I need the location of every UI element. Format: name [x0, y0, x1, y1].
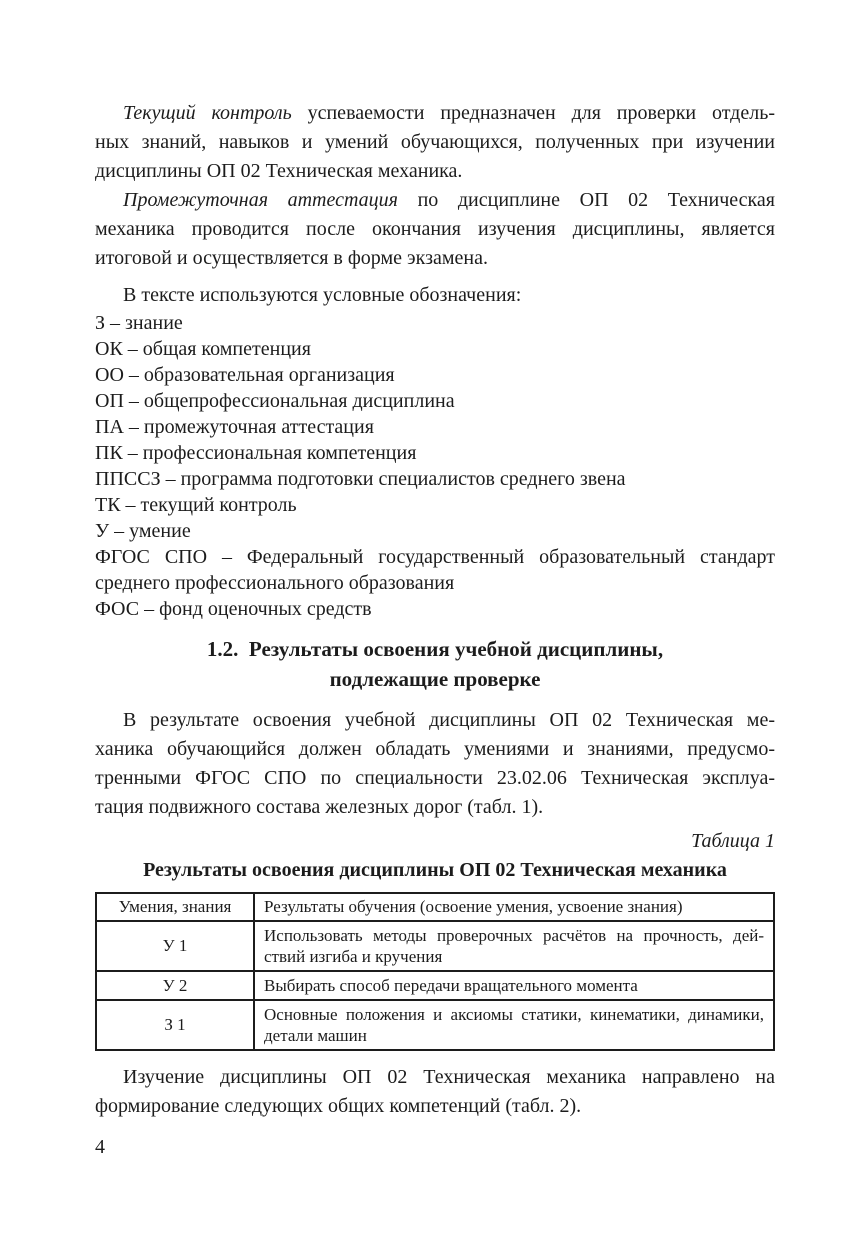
paragraph-line: ханика обучающийся должен обладать умениями и знаниями, предусмо-	[95, 738, 775, 760]
paragraph-line: тация подвижного состава железных дорог (табл. 1).	[95, 796, 544, 818]
table-header-cell: Умения, знания	[96, 893, 254, 921]
abbreviation-item: ОО – образовательная организация	[95, 364, 395, 386]
paragraph-line: ных знаний, навыков и умений обучающихся, полученных при изучении	[95, 131, 775, 153]
abbreviation-item: ТК – текущий контроль	[95, 494, 297, 516]
table-cell-code: У 2	[96, 971, 254, 1000]
abbreviations-intro: В тексте используются условные обозначения:	[123, 284, 522, 306]
table-row	[96, 971, 774, 1000]
abbreviation-item: ПК – профессиональная компетенция	[95, 442, 417, 464]
paragraph-line: формирование следующих общих компетенций (табл. 2).	[95, 1095, 582, 1117]
abbreviation-item: ППССЗ – программа подготовки специалистов среднего звена	[95, 468, 626, 490]
abbreviations-list	[95, 310, 775, 622]
paragraph-discipline-results	[95, 706, 775, 822]
abbreviation-item: ПА – промежуточная аттестация	[95, 416, 374, 438]
paragraph-interim-assessment	[95, 186, 775, 273]
paragraph-line: дисциплины ОП 02 Техническая механика.	[95, 160, 463, 182]
page-number: 4	[95, 1136, 105, 1158]
table-caption: Таблица 1	[691, 830, 775, 852]
section-heading-line: подлежащие проверке	[329, 667, 541, 691]
table-cell-code: У 1	[96, 921, 254, 971]
italic-term: Промежуточная аттестация	[123, 189, 398, 211]
table-cell-line: ствий изгиба и кручения	[264, 947, 443, 966]
section-heading	[95, 634, 775, 694]
table-row	[96, 921, 774, 971]
table-cell-line: Выбирать способ передачи вращательного момента	[264, 976, 638, 995]
paragraph-line	[95, 99, 775, 128]
section-heading-line: 1.2. Результаты освоения учебной дисциплины,	[206, 637, 664, 661]
paragraph-line: тренными ФГОС СПО по специальности 23.02.06 Техническая эксплуа-	[95, 767, 775, 789]
abbreviation-item: ФГОС СПО – Федеральный государственный образовательный стандарт	[95, 546, 775, 568]
abbreviation-item: У – умение	[95, 520, 191, 542]
paragraph-competencies	[95, 1063, 775, 1121]
paragraph-text: успеваемости предназначен для проверки отдель-	[291, 102, 775, 124]
paragraph-text: по дисциплине ОП 02 Техническая	[397, 189, 775, 211]
paragraph-line: механика проводится после окончания изучения дисциплины, является	[95, 218, 775, 240]
table-cell-result	[254, 971, 774, 1000]
paragraph-line: В результате освоения учебной дисциплины ОП 02 Техническая ме-	[123, 709, 775, 731]
paragraph-current-control	[95, 99, 775, 186]
table-cell-result	[254, 1000, 774, 1050]
abbreviation-item: ОК – общая компетенция	[95, 338, 311, 360]
paragraph-line: итоговой и осуществляется в форме экзамена.	[95, 247, 488, 269]
table-cell-line: Основные положения и аксиомы статики, кинематики, динамики,	[264, 1005, 764, 1024]
paragraph-line	[95, 186, 775, 215]
abbreviation-item: З – знание	[95, 312, 183, 334]
table-cell-line: Использовать методы проверочных расчётов на прочность, дей-	[264, 926, 764, 945]
table-cell-result	[254, 921, 774, 971]
italic-term: Текущий контроль	[123, 102, 292, 124]
table-header-cell: Результаты обучения (освоение умения, усвоение знания)	[254, 893, 774, 921]
results-table	[95, 892, 775, 1051]
paragraph-line: Изучение дисциплины ОП 02 Техническая механика направлено на	[123, 1066, 775, 1088]
table-title: Результаты освоения дисциплины ОП 02 Техническая механика	[143, 859, 727, 881]
abbreviation-item: ФОС – фонд оценочных средств	[95, 598, 372, 620]
abbreviation-item: ОП – общепрофессиональная дисциплина	[95, 390, 455, 412]
abbreviation-item-continuation: среднего профессионального образования	[95, 572, 455, 594]
table-cell-code: З 1	[96, 1000, 254, 1050]
table-header-row	[96, 893, 774, 921]
table-row	[96, 1000, 774, 1050]
table-cell-line: детали машин	[264, 1026, 367, 1045]
